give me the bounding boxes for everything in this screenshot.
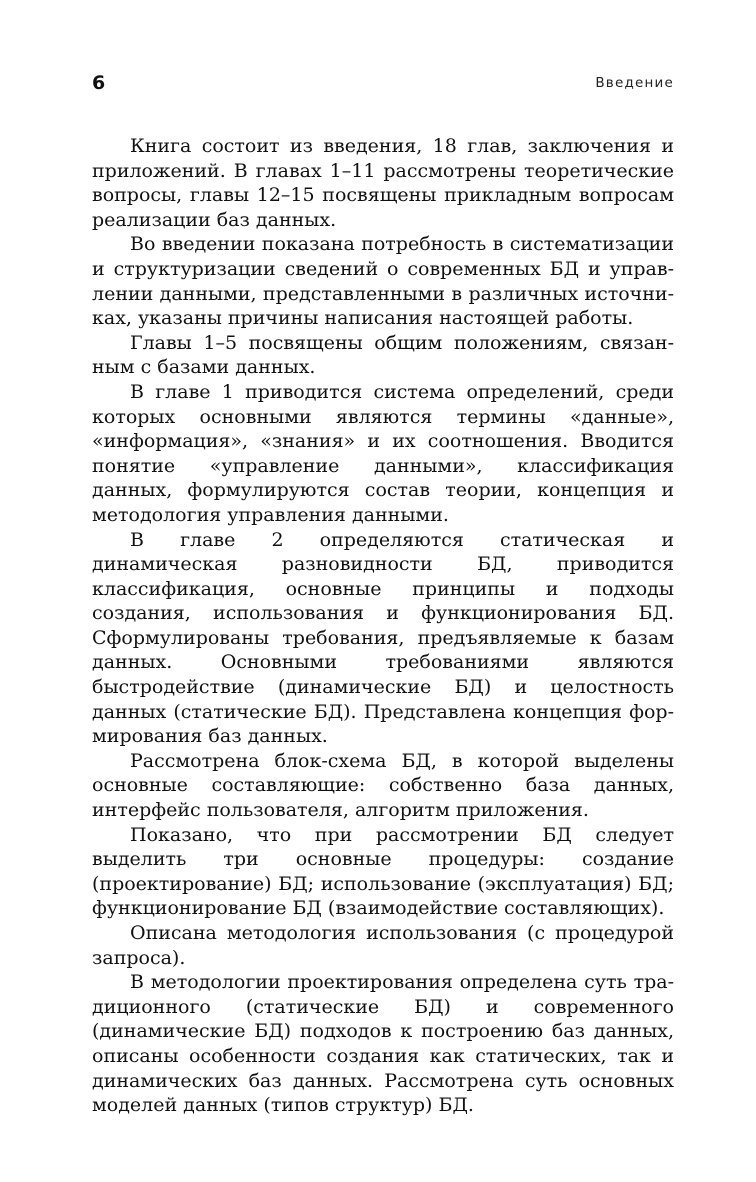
page-header — [92, 72, 674, 98]
paragraph-introduction: Во введении показана потребность в систематизации и структуризации сведений о современных БД и управлении данными, представленными в различных источниках, указаны причины написания настоящей работы. — [92, 233, 674, 330]
page-number: 6 — [92, 72, 106, 94]
paragraph-chapters-1-5: Главы 1–5 посвящены общим положениям, связанным с базами данных. — [92, 331, 674, 379]
paragraph-usage-methodology: Описана методология использования (с процедурой запроса). — [92, 922, 674, 969]
paragraph-design-methodology: В методологии проектирования определена суть традиционного (статические БД) и современного (динамические БД) подходов к построению баз данных, описаны особенности создания как статических, так и динамических баз данных. Рассмотрена суть основных моделей данных (типов структур) БД. — [92, 971, 674, 1117]
paragraph-procedures: Показано, что при рассмотрении БД следует выделить три основные процедуры: создание (проектирование) БД; использование (эксплуатация) БД; функционирование БД (взаимодействие составляющих). — [92, 823, 674, 920]
paragraph-chapter-1: В главе 1 приводится система определений, среди которых основными являются термины «данные», «информация», «знания» и их соотношения. Вводится понятие «управление данными», классификация данных, формулируются состав теории, концепция и методология управления данными. — [92, 380, 674, 526]
running-head: Введение — [595, 75, 674, 91]
paragraph-book-structure: Книга состоит из введения, 18 глав, заключения и приложений. В главах 1–11 рассмотрены теоретические вопросы, главы 12–15 посвящены прикладным вопросам реализации баз данных. — [92, 135, 674, 231]
paragraph-block-diagram: Рассмотрена блок-схема БД, в которой выделены основные составляющие: собственно база данных, интерфейс пользователя, алгоритм приложения. — [92, 749, 674, 822]
paragraph-chapter-2: В главе 2 определяются статическая и динамическая разновидности БД, приводится классификация, основные принципы и подходы создания, использования и функционирования БД. Сформулированы требования, предъявляемые к базам данных. Основными требованиями являются быстродействие (динамические БД) и целостность данных (статические БД). Представлена концепция формирования баз данных. — [92, 528, 674, 748]
body-text — [92, 134, 674, 1118]
